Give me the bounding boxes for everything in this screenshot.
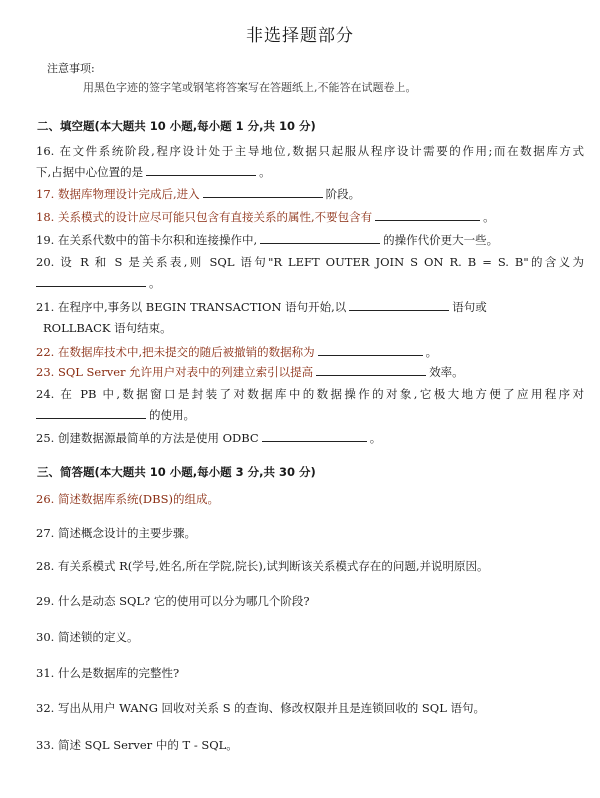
- notice-heading: 注意事项:: [47, 62, 95, 75]
- section-short-answer-heading: 三、简答题(本大题共 10 小题,每小题 3 分,共 30 分): [37, 465, 316, 479]
- question-24: [36, 384, 584, 426]
- question-22-end: 。: [425, 345, 438, 359]
- question-23-text: 23. SQL Server 允许用户对表中的列建立索引以提高: [36, 365, 314, 379]
- answer-blank: [318, 343, 423, 356]
- answer-blank: [262, 429, 367, 442]
- question-17: [36, 184, 584, 205]
- question-32: 32. 写出从用户 WANG 回收对关系 S 的查询、修改权限并且是连锁回收的 SQL 语句。: [36, 701, 485, 715]
- answer-blank: [203, 185, 323, 198]
- question-18: [36, 207, 584, 228]
- page-title: 非选择题部分: [246, 26, 354, 46]
- question-31: 31. 什么是数据库的完整性?: [36, 666, 180, 680]
- answer-blank: [349, 298, 449, 311]
- answer-blank: [146, 163, 256, 176]
- question-16: [36, 141, 584, 183]
- question-21-mid: 语句或: [452, 300, 487, 314]
- answer-blank: [36, 274, 146, 287]
- question-19: [36, 230, 584, 251]
- question-27: 27. 简述概念设计的主要步骤。: [36, 526, 196, 540]
- question-20: [36, 252, 584, 294]
- question-21: [36, 297, 584, 339]
- question-29: 29. 什么是动态 SQL? 它的使用可以分为哪几个阶段?: [36, 594, 310, 608]
- question-21-line2: ROLLBACK 语句结束。: [43, 321, 172, 335]
- question-18-end: 。: [483, 210, 495, 224]
- question-19-end: 的操作代价更大一些。: [383, 233, 499, 247]
- question-25: [36, 428, 584, 449]
- question-20-end: 。: [149, 276, 161, 290]
- question-20-line1: 20. 设 R 和 S 是关系表,则 SQL 语句"R LEFT OUTER JOIN S ON R. B = S. B"的含义为: [36, 255, 584, 269]
- question-28: 28. 有关系模式 R(学号,姓名,所在学院,院长),试判断该关系模式存在的问题,并说明原因。: [36, 559, 489, 573]
- question-16-text: 下,占据中心位置的是: [36, 165, 144, 179]
- answer-blank: [260, 231, 380, 244]
- question-17-text: 17. 数据库物理设计完成后,进入: [36, 187, 200, 201]
- question-23: [36, 362, 584, 383]
- answer-blank: [36, 406, 146, 419]
- question-24-end: 的使用。: [149, 408, 195, 422]
- question-24-line1: 24. 在 PB 中,数据窗口是封装了对数据库中的数据操作的对象,它极大地方便了应用程序对: [36, 387, 584, 401]
- answer-blank: [375, 208, 480, 221]
- question-17-end: 阶段。: [325, 187, 361, 201]
- question-30: 30. 简述锁的定义。: [36, 630, 139, 644]
- question-23-end: 效率。: [429, 365, 464, 379]
- question-25-text: 25. 创建数据源最简单的方法是使用 ODBC: [36, 431, 259, 445]
- question-16-end: 。: [259, 165, 271, 179]
- question-16-line1: 16. 在文件系统阶段,程序设计处于主导地位,数据只起服从程序设计需要的作用;而在数据库方式: [36, 144, 584, 158]
- question-22: [36, 342, 584, 363]
- answer-blank: [316, 363, 426, 376]
- question-19-text: 19. 在关系代数中的笛卡尔积和连接操作中,: [36, 233, 258, 247]
- section-fill-in-heading: 二、填空题(本大题共 10 小题,每小题 1 分,共 10 分): [37, 119, 316, 133]
- question-18-text: 18. 关系模式的设计应尽可能只包含有直接关系的属性,不要包含有: [36, 210, 373, 224]
- question-21-text: 21. 在程序中,事务以 BEGIN TRANSACTION 语句开始,以: [36, 300, 347, 314]
- question-26: [36, 489, 584, 510]
- notice-text: 用黑色字迹的签字笔或钢笔将答案写在答题纸上,不能答在试题卷上。: [83, 81, 417, 94]
- question-26-text: 26. 简述数据库系统(DBS)的组成。: [36, 492, 219, 506]
- question-25-end: 。: [369, 431, 382, 445]
- question-33: 33. 简述 SQL Server 中的 T - SQL。: [36, 738, 238, 752]
- question-22-text: 22. 在数据库技术中,把未提交的随后被撤销的数据称为: [36, 345, 315, 359]
